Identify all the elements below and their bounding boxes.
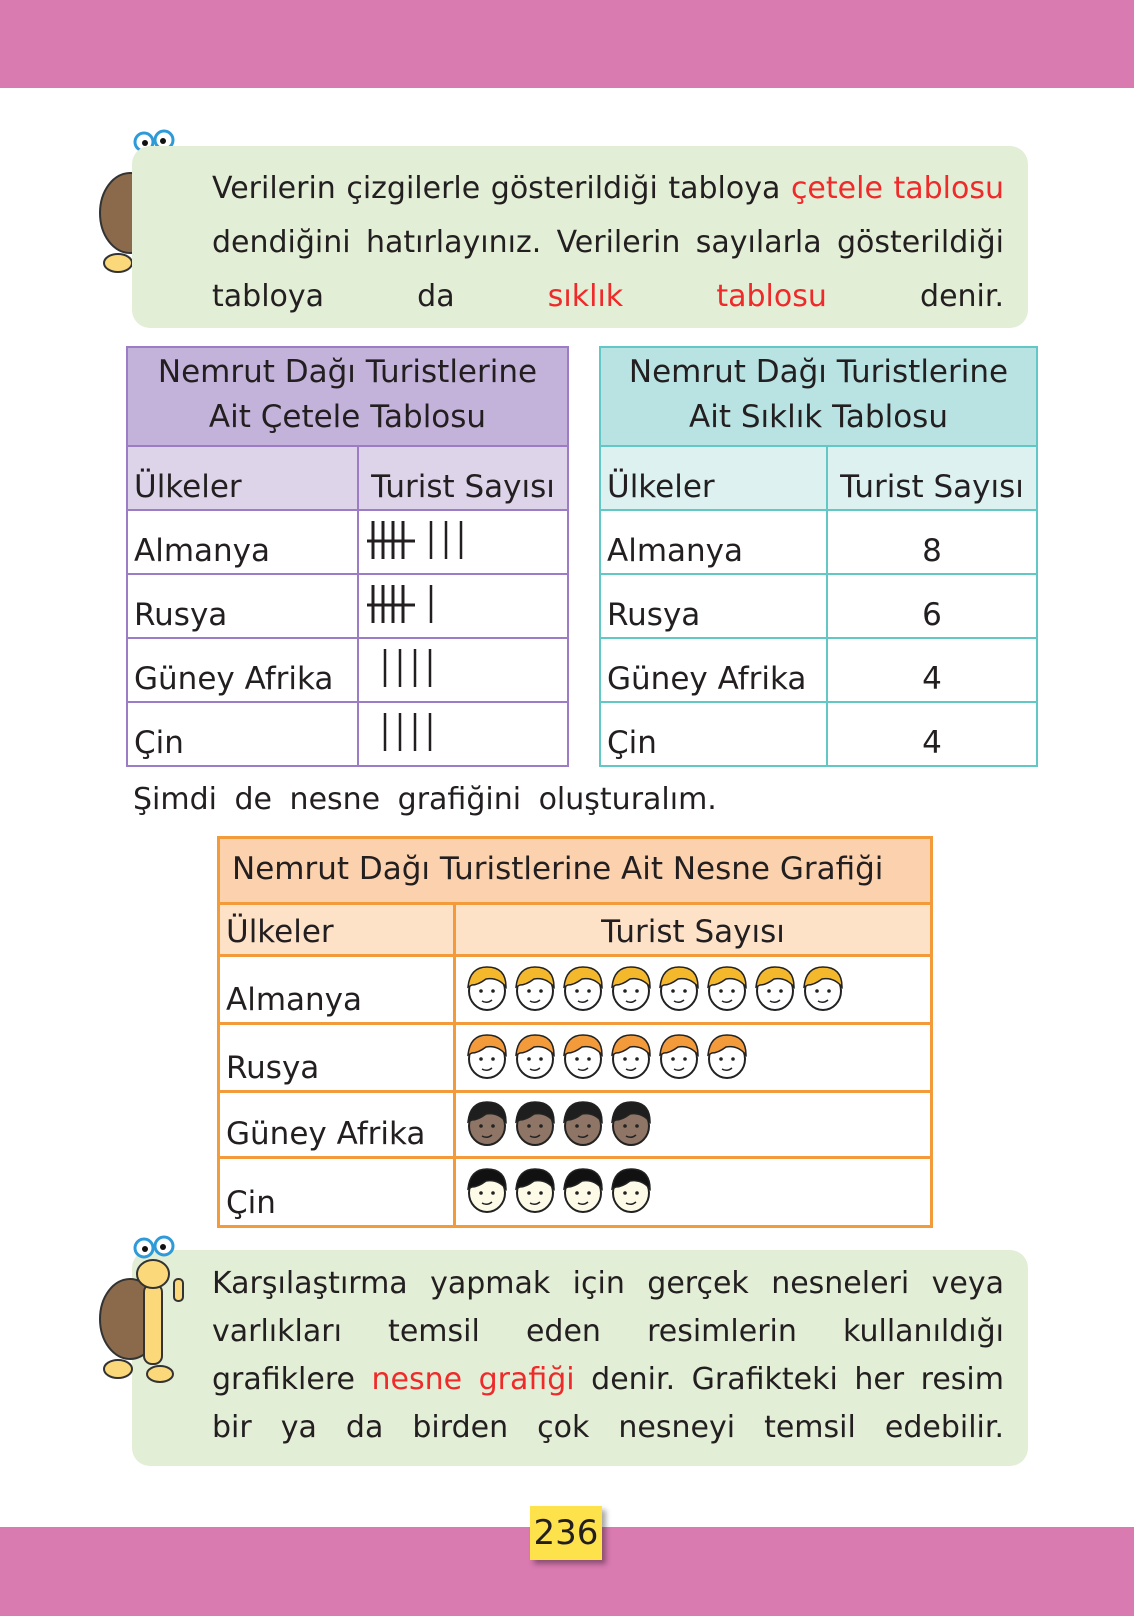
info-note-object-graph (132, 1250, 1028, 1466)
country-cell: Rusya (600, 574, 827, 638)
tally-cell (358, 510, 568, 574)
frequency-table (599, 346, 1038, 767)
table-row (127, 510, 568, 574)
table-row (219, 1092, 932, 1158)
country-cell: Rusya (219, 1024, 455, 1092)
tourist-face-icon (560, 1165, 606, 1215)
tourist-face-icon (464, 1031, 510, 1081)
tally-marks (365, 645, 515, 689)
tourist-face-icon (608, 1031, 654, 1081)
tourist-face-icon (560, 963, 606, 1013)
table-row (219, 956, 932, 1024)
turtle-mascot-icon (98, 1234, 194, 1389)
tourist-face-icon (464, 963, 510, 1013)
count-cell: 8 (827, 510, 1037, 574)
note-text: Karşılaştırma yapmak için gerçek nesneleri veya varlıkları temsil eden resimlerin kullanıldığı grafiklere nesne grafiği denir. Grafikteki her resim bir ya da birden çok nesneyi temsil edebilir. (212, 1266, 1004, 1445)
tally-table-title: Nemrut Dağı Turistlerine Ait Çetele Tablosu (127, 347, 568, 446)
country-cell: Güney Afrika (219, 1092, 455, 1158)
object-graph-title: Nemrut Dağı Turistlerine Ait Nesne Grafiği (219, 838, 932, 904)
count-cell: 4 (827, 702, 1037, 766)
country-cell: Çin (219, 1158, 455, 1227)
table-row (127, 574, 568, 638)
country-cell: Güney Afrika (127, 638, 358, 702)
pictogram-cell (455, 1024, 932, 1092)
tourist-face-icon (560, 1031, 606, 1081)
country-cell: Çin (127, 702, 358, 766)
table-row (600, 574, 1037, 638)
object-graph-table (217, 836, 933, 1228)
table-row (127, 702, 568, 766)
tourist-face-icon (512, 1098, 558, 1148)
country-cell: Güney Afrika (600, 638, 827, 702)
pictogram-cell (455, 956, 932, 1024)
intro-text: Şimdi de nesne grafiğini oluşturalım. (133, 782, 717, 817)
count-cell: 4 (827, 638, 1037, 702)
header-countries: Ülkeler (600, 446, 827, 510)
header-tourist-count: Turist Sayısı (827, 446, 1037, 510)
table-row (600, 638, 1037, 702)
term-frequency-table: sıklık tablosu (547, 279, 827, 314)
tally-table (126, 346, 569, 767)
tourist-face-icon (656, 963, 702, 1013)
tourist-face-icon (752, 963, 798, 1013)
page-number: 236 (530, 1506, 602, 1560)
pictogram-cell (455, 1158, 932, 1227)
tally-cell (358, 702, 568, 766)
tourist-face-icon (800, 963, 846, 1013)
table-row (219, 1024, 932, 1092)
tourist-face-icon (608, 963, 654, 1013)
tourist-face-icon (512, 1031, 558, 1081)
header-countries: Ülkeler (127, 446, 358, 510)
tally-marks (365, 709, 515, 753)
info-note-tally (132, 146, 1028, 328)
header-tourist-count: Turist Sayısı (358, 446, 568, 510)
table-row (600, 702, 1037, 766)
header-countries: Ülkeler (219, 904, 455, 956)
tourist-face-icon (464, 1098, 510, 1148)
table-row (219, 1158, 932, 1227)
table-row (127, 638, 568, 702)
tourist-face-icon (704, 1031, 750, 1081)
tally-marks (365, 581, 515, 625)
country-cell: Rusya (127, 574, 358, 638)
tally-cell (358, 574, 568, 638)
country-cell: Almanya (219, 956, 455, 1024)
term-object-graph: nesne grafiği (371, 1362, 575, 1397)
tourist-face-icon (464, 1165, 510, 1215)
pictogram-cell (455, 1092, 932, 1158)
tourist-face-icon (608, 1098, 654, 1148)
tally-marks (365, 517, 515, 561)
tourist-face-icon (656, 1031, 702, 1081)
tourist-face-icon (704, 963, 750, 1013)
tally-cell (358, 638, 568, 702)
country-cell: Almanya (600, 510, 827, 574)
note-text: Verilerin çizgilerle gösterildiği tabloya çetele tablosu dendiğini hatırlayınız. Verilerin sayılarla gösterildiği tabloya da sıklık tablosu denir. (212, 171, 1004, 314)
tourist-face-icon (512, 1165, 558, 1215)
count-cell: 6 (827, 574, 1037, 638)
table-row (600, 510, 1037, 574)
tourist-face-icon (512, 963, 558, 1013)
frequency-table-title: Nemrut Dağı Turistlerine Ait Sıklık Tablosu (600, 347, 1037, 446)
country-cell: Almanya (127, 510, 358, 574)
top-band (0, 0, 1134, 88)
tourist-face-icon (560, 1098, 606, 1148)
tourist-face-icon (608, 1165, 654, 1215)
term-tally-table: çetele tablosu (790, 171, 1004, 206)
header-tourist-count: Turist Sayısı (455, 904, 932, 956)
country-cell: Çin (600, 702, 827, 766)
